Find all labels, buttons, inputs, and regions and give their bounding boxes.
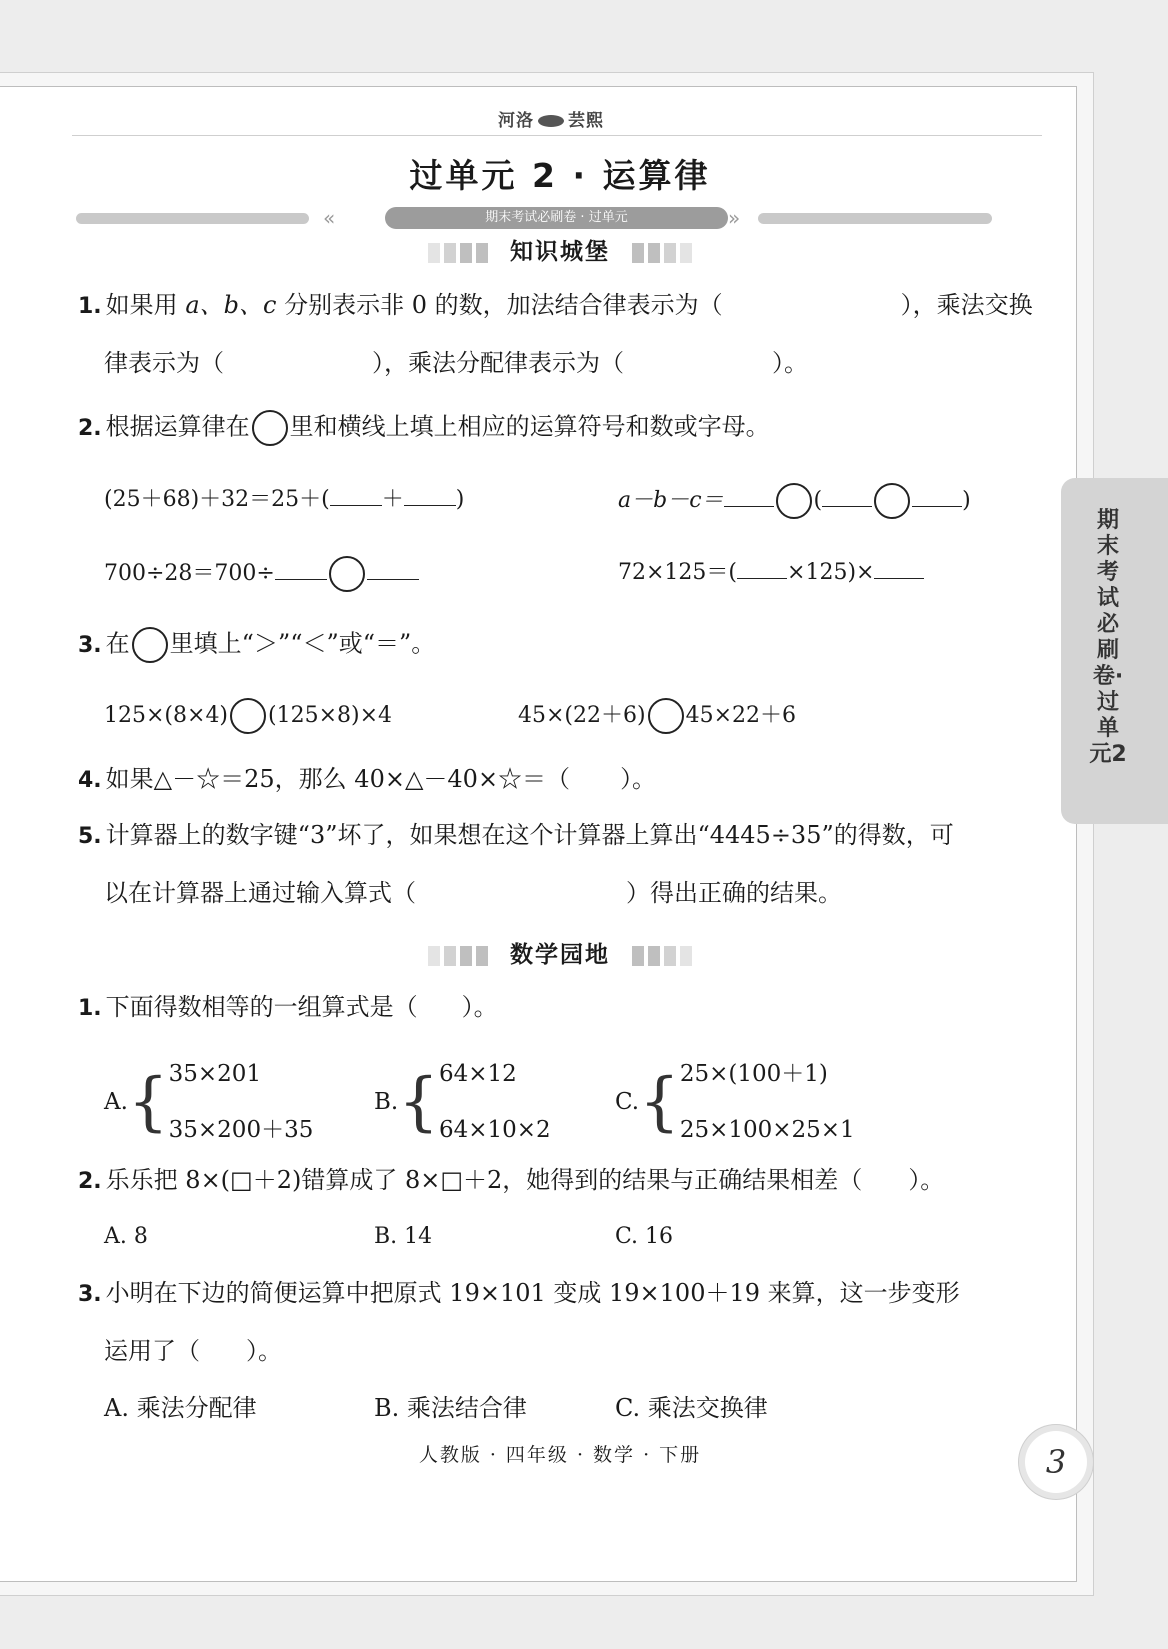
question-2-expr-3: 700÷28＝700÷ — [104, 556, 419, 592]
question-1-line2: 律表示为（ ），乘法分配律表示为（ ）。 — [104, 349, 808, 377]
section-title-math-garden: 数学园地 — [0, 936, 1120, 969]
section-title-knowledge: 知识城堡 — [0, 233, 1120, 266]
header-divider — [72, 135, 1042, 136]
logo-right-text: 芸熙 — [568, 111, 604, 131]
circle-blank-icon — [252, 410, 288, 446]
logo-left-text: 河洛 — [498, 111, 534, 131]
circle-blank-icon[interactable] — [230, 698, 266, 734]
mc-question-3-line2: 运用了（ ）。 — [104, 1337, 282, 1365]
blank-line[interactable] — [912, 484, 962, 507]
question-4: 4. 如果△－☆＝25，那么 40×△－40×☆＝（ ）。 — [78, 765, 657, 793]
mc-question-1-option-c[interactable]: C.{25×(100＋1) 25×100×25×1 — [615, 1061, 855, 1143]
banner-bar-right — [758, 213, 992, 224]
mc-question-3-option-a[interactable]: A. 乘法分配律 — [104, 1394, 257, 1422]
chevron-right-icon: » — [728, 206, 741, 230]
blank-line[interactable] — [822, 484, 872, 507]
blank-line[interactable] — [404, 483, 456, 506]
banner-bar-left — [76, 213, 309, 224]
question-2-expr-4: 72×125＝( ×125)× — [618, 556, 924, 588]
mc-question-2-option-b[interactable]: B. 14 — [374, 1224, 433, 1249]
circle-blank-icon[interactable] — [874, 483, 910, 519]
circle-blank-icon[interactable] — [648, 698, 684, 734]
blank-line[interactable] — [275, 557, 327, 580]
blank-line[interactable] — [737, 556, 787, 579]
question-2-expr-2: a－b－c＝ ( ) — [618, 483, 971, 519]
mc-question-1-option-b[interactable]: B.{64×12 64×10×2 — [374, 1061, 551, 1143]
page-number: 3 — [1025, 1431, 1087, 1493]
question-3-expr-2: 45×(22＋6) 45×22＋6 — [518, 698, 796, 734]
blank-line[interactable] — [367, 557, 419, 580]
blank-line[interactable] — [724, 484, 774, 507]
mc-question-2-option-a[interactable]: A. 8 — [104, 1224, 148, 1249]
question-5-line2: 以在计算器上通过输入算式（ ）得出正确的结果。 — [104, 879, 842, 907]
mc-question-2-option-c[interactable]: C. 16 — [615, 1224, 674, 1249]
mc-question-3-line1: 3. 小明在下边的简便运算中把原式 19×101 变成 19×100＋19 来算，这一步变形 — [78, 1279, 960, 1307]
blank-line[interactable] — [330, 483, 382, 506]
question-2-expr-1: (25＋68)＋32＝25＋( ＋ ) — [104, 483, 464, 515]
banner-text: 期末考试必刷卷 · 过单元 — [485, 210, 628, 225]
circle-blank-icon — [132, 627, 168, 663]
side-tab-text: 期末考试必刷卷·过单元2 — [1089, 508, 1127, 767]
footer-edition: 人教版 · 四年级 · 数学 · 下册 — [418, 1444, 702, 1466]
question-1-line1: 1. 如果用 a、b、c 分别表示非 0 的数，加法结合律表示为（ ），乘法交换 — [78, 291, 1033, 319]
mc-question-3-option-c[interactable]: C. 乘法交换律 — [615, 1394, 768, 1422]
question-2: 2. 根据运算律在 里和横线上填上相应的运算符号和数或字母。 — [78, 410, 770, 446]
chevron-left-icon: « — [323, 206, 336, 230]
circle-blank-icon[interactable] — [776, 483, 812, 519]
mc-question-1-option-a[interactable]: A.{35×201 35×200＋35 — [104, 1061, 314, 1143]
logo-emblem-icon — [538, 115, 564, 127]
question-3-expr-1: 125×(8×4) (125×8)×4 — [104, 698, 392, 734]
blank-line[interactable] — [874, 556, 924, 579]
page-title: 过单元 2 · 运算律 — [409, 156, 711, 195]
subtitle-banner — [385, 207, 728, 229]
publisher-logo — [498, 106, 604, 131]
mc-question-3-option-b[interactable]: B. 乘法结合律 — [374, 1394, 527, 1422]
circle-blank-icon[interactable] — [329, 556, 365, 592]
question-3: 3. 在 里填上“＞”“＜”或“＝”。 — [78, 627, 435, 663]
mc-question-2: 2. 乐乐把 8×(□＋2)错算成了 8×□＋2，她得到的结果与正确结果相差（ ）。 — [78, 1166, 945, 1194]
question-5-line1: 5. 计算器上的数字键“3”坏了，如果想在这个计算器上算出“4445÷35”的得数，可 — [78, 821, 954, 849]
mc-question-1: 1. 下面得数相等的一组算式是（ ）。 — [78, 993, 498, 1021]
